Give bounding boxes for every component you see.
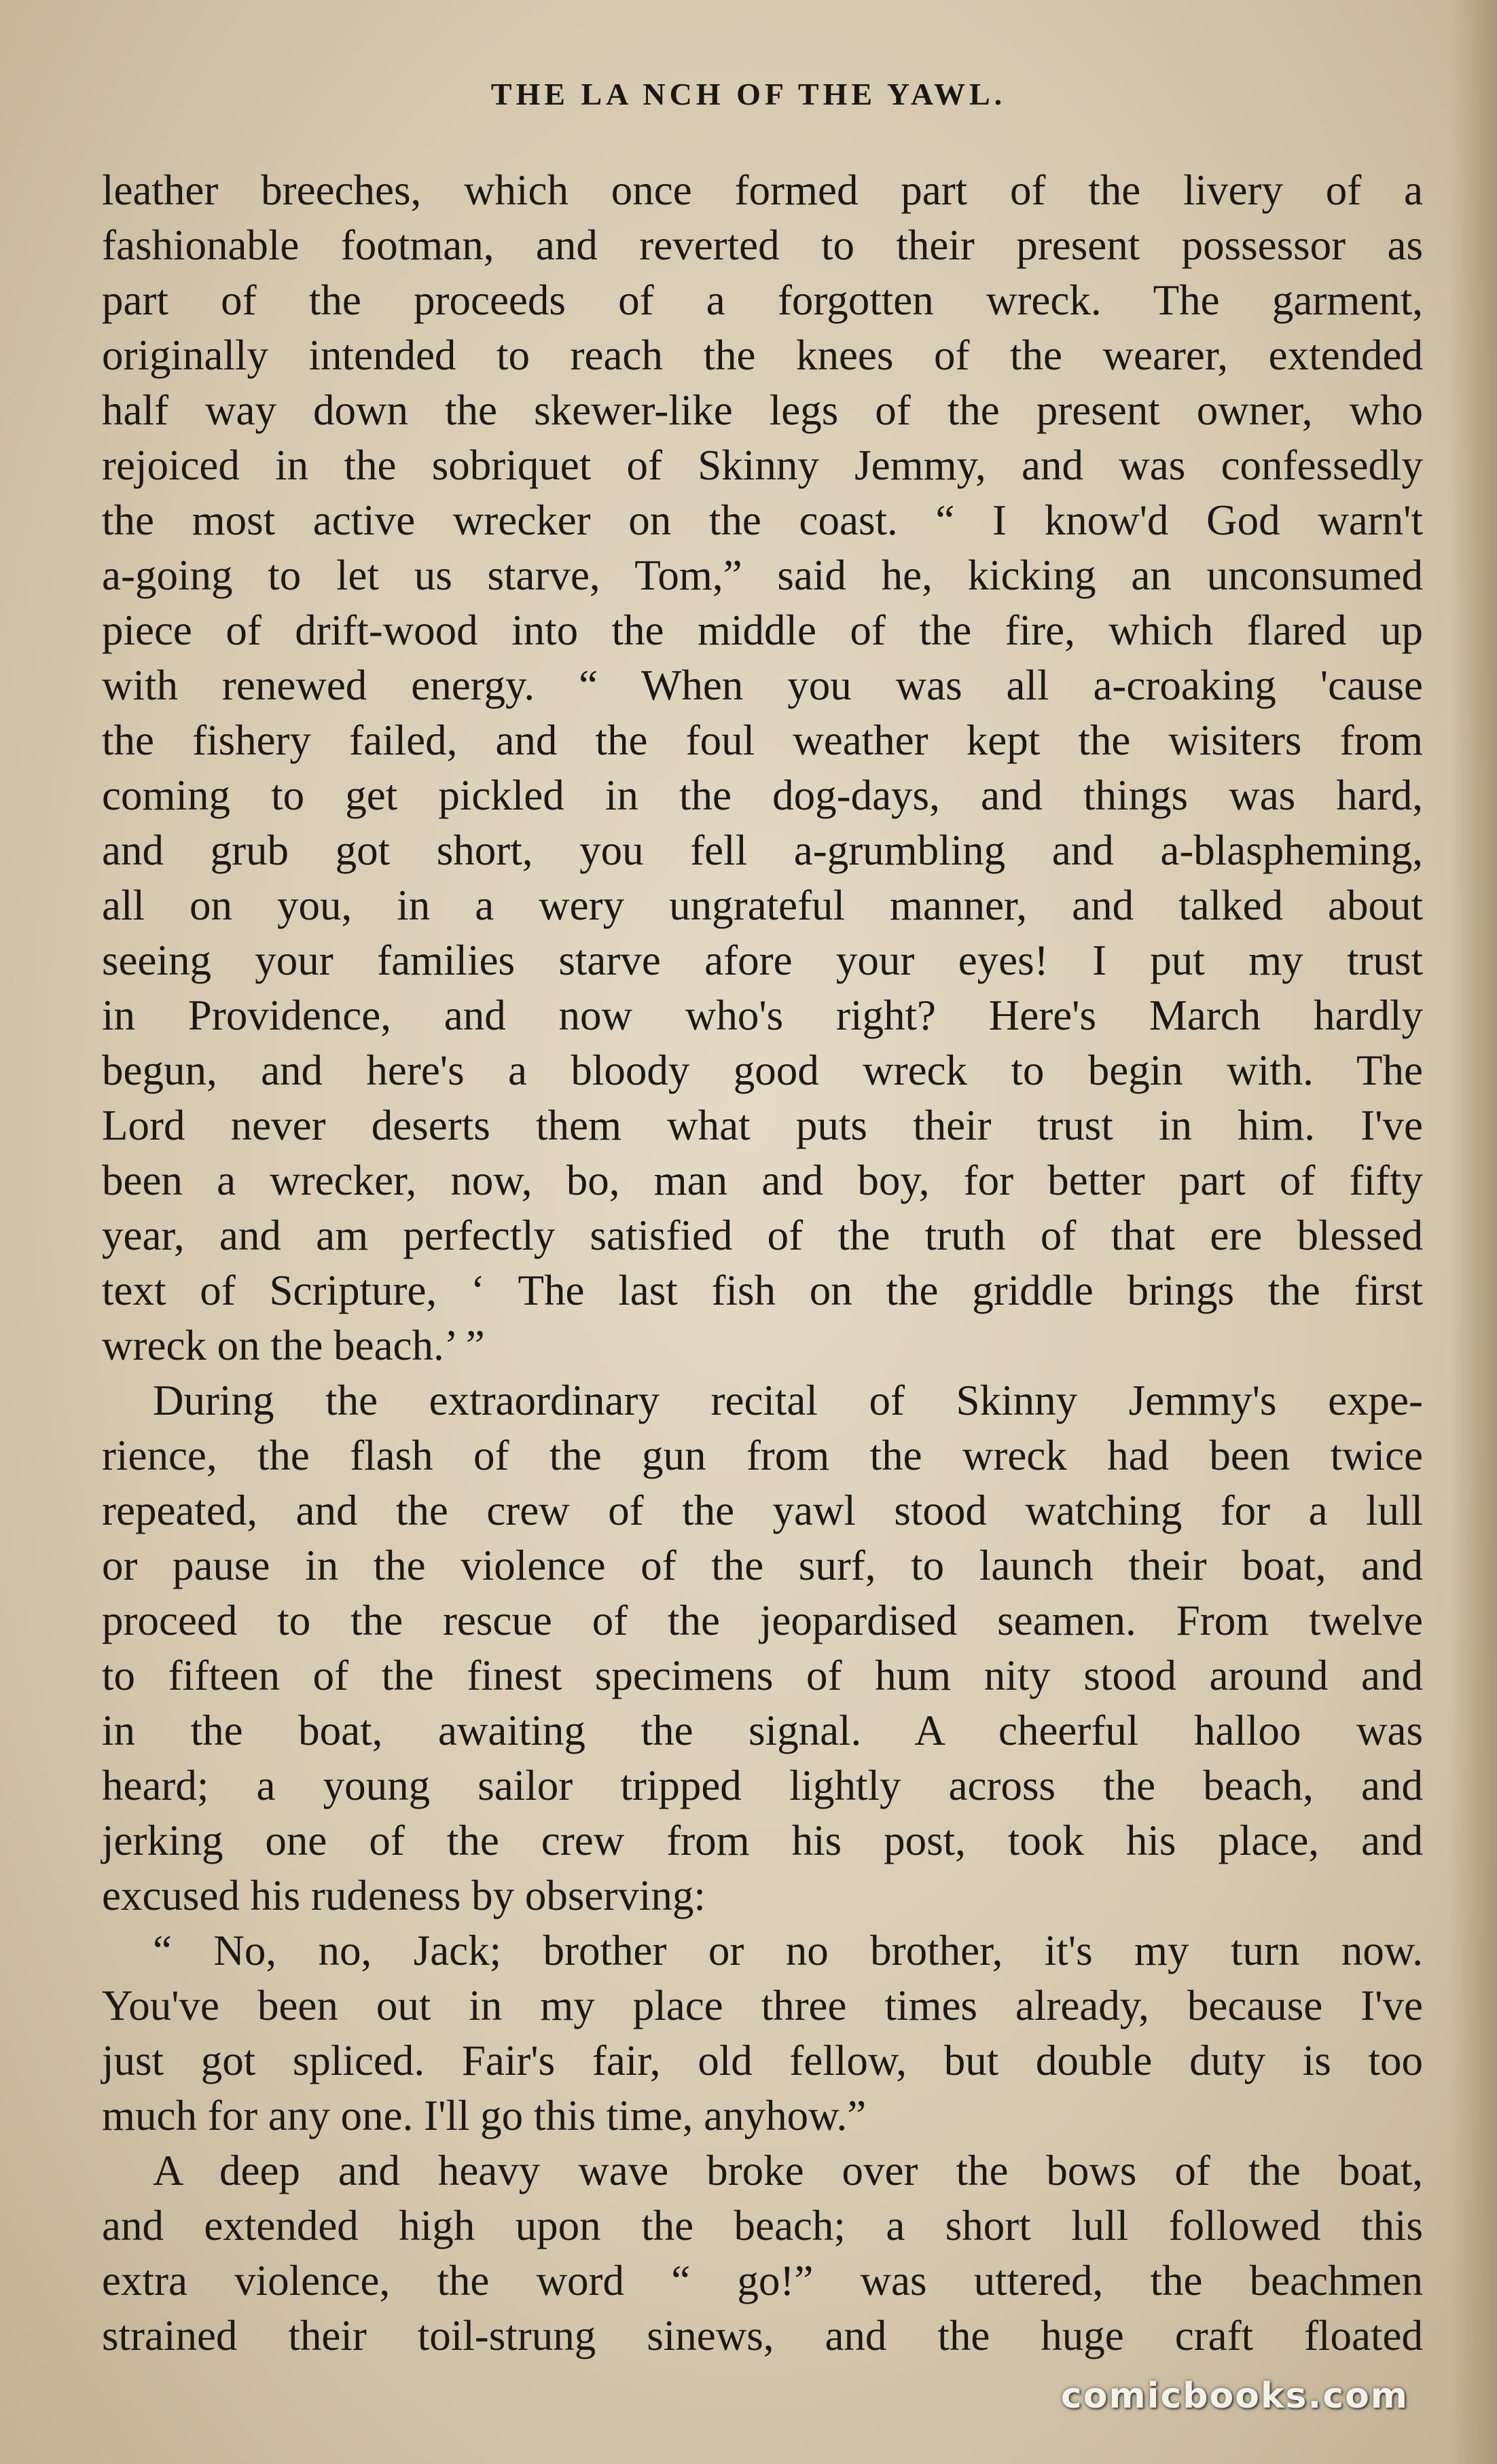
text-line: to fifteen of the finest specimens of hum nity stood around and (102, 1652, 1423, 1699)
text-line: much for any one. I'll go this time, anyhow.” (102, 2092, 867, 2139)
text-line: Lord never deserts them what puts their trust in him. I've (102, 1102, 1423, 1149)
text-line: strained their toil-strung sinews, and the huge craft floated (102, 2312, 1423, 2359)
text-line: text of Scripture, ‘ The last fish on the griddle brings the first (102, 1267, 1423, 1314)
text-line: the fishery failed, and the foul weather kept the wisiters from (102, 717, 1423, 764)
text-line: and grub got short, you fell a-grumbling and a-blaspheming, (102, 827, 1423, 874)
text-line: seeing your families starve afore your eyes! I put my trust (102, 937, 1423, 984)
text-line: the most active wrecker on the coast. “ I know'd God warn't (102, 496, 1423, 544)
text-line: part of the proceeds of a forgotten wreck. The garment, (102, 276, 1423, 324)
site-watermark: comicbooks.com (1060, 2376, 1409, 2416)
text-line: begun, and here's a bloody good wreck to begin with. The (102, 1047, 1423, 1094)
page-edge (1449, 0, 1497, 2464)
text-line: coming to get pickled in the dog-days, and things was hard, (102, 772, 1423, 819)
text-line: with renewed energy. “ When you was all a-croaking 'cause (102, 662, 1423, 709)
text-line: originally intended to reach the knees of the wearer, extended (102, 331, 1423, 379)
paragraph-2 (102, 1373, 1423, 1923)
text-line: “ No, no, Jack; brother or no brother, it's my turn now. (153, 1927, 1423, 1974)
text-line: been a wrecker, now, bo, man and boy, for better part of fifty (102, 1157, 1423, 1204)
text-line: jerking one of the crew from his post, took his place, and (102, 1817, 1423, 1864)
body-text (102, 163, 1423, 2363)
paragraph-3 (102, 1923, 1423, 2143)
text-line: repeated, and the crew of the yawl stood watching for a lull (102, 1487, 1423, 1534)
text-line: all on you, in a wery ungrateful manner, and talked about (102, 882, 1423, 929)
text-line: You've been out in my place three times already, because I've (102, 1982, 1423, 2029)
text-line: leather breeches, which once formed part of the livery of a (102, 166, 1423, 214)
text-line: and extended high upon the beach; a short lull followed this (102, 2202, 1423, 2249)
text-line: A deep and heavy wave broke over the bows of the boat, (153, 2147, 1423, 2194)
text-line: rience, the flash of the gun from the wreck had been twice (102, 1432, 1423, 1479)
text-line: proceed to the rescue of the jeopardised seamen. From twelve (102, 1597, 1423, 1644)
text-line: piece of drift-wood into the middle of the fire, which flared up (102, 606, 1423, 654)
text-line: heard; a young sailor tripped lightly across the beach, and (102, 1762, 1423, 1809)
text-line: or pause in the violence of the surf, to launch their boat, and (102, 1542, 1423, 1589)
text-line: a-going to let us starve, Tom,” said he, kicking an unconsumed (102, 551, 1423, 599)
text-line: excused his rudeness by observing: (102, 1872, 706, 1919)
text-line: half way down the skewer-like legs of the present owner, who (102, 386, 1423, 434)
text-line: in the boat, awaiting the signal. A cheerful halloo was (102, 1707, 1423, 1754)
text-line: year, and am perfectly satisfied of the truth of that ere blessed (102, 1212, 1423, 1259)
text-line: rejoiced in the sobriquet of Skinny Jemmy, and was confessedly (102, 441, 1423, 489)
paragraph-1 (102, 163, 1423, 1373)
text-line: just got spliced. Fair's fair, old fellow, but double duty is too (102, 2037, 1423, 2084)
text-line: in Providence, and now who's right? Here's March hardly (102, 992, 1423, 1039)
text-line: extra violence, the word “ go!” was uttered, the beachmen (102, 2257, 1423, 2304)
paragraph-4 (102, 2143, 1423, 2363)
text-line: wreck on the beach.’ ” (102, 1322, 485, 1369)
text-line: fashionable footman, and reverted to their present possessor as (102, 221, 1423, 269)
text-line: During the extraordinary recital of Skinny Jemmy's expe- (153, 1377, 1423, 1424)
running-header: THE LA NCH OF THE YAWL. (490, 77, 1007, 111)
